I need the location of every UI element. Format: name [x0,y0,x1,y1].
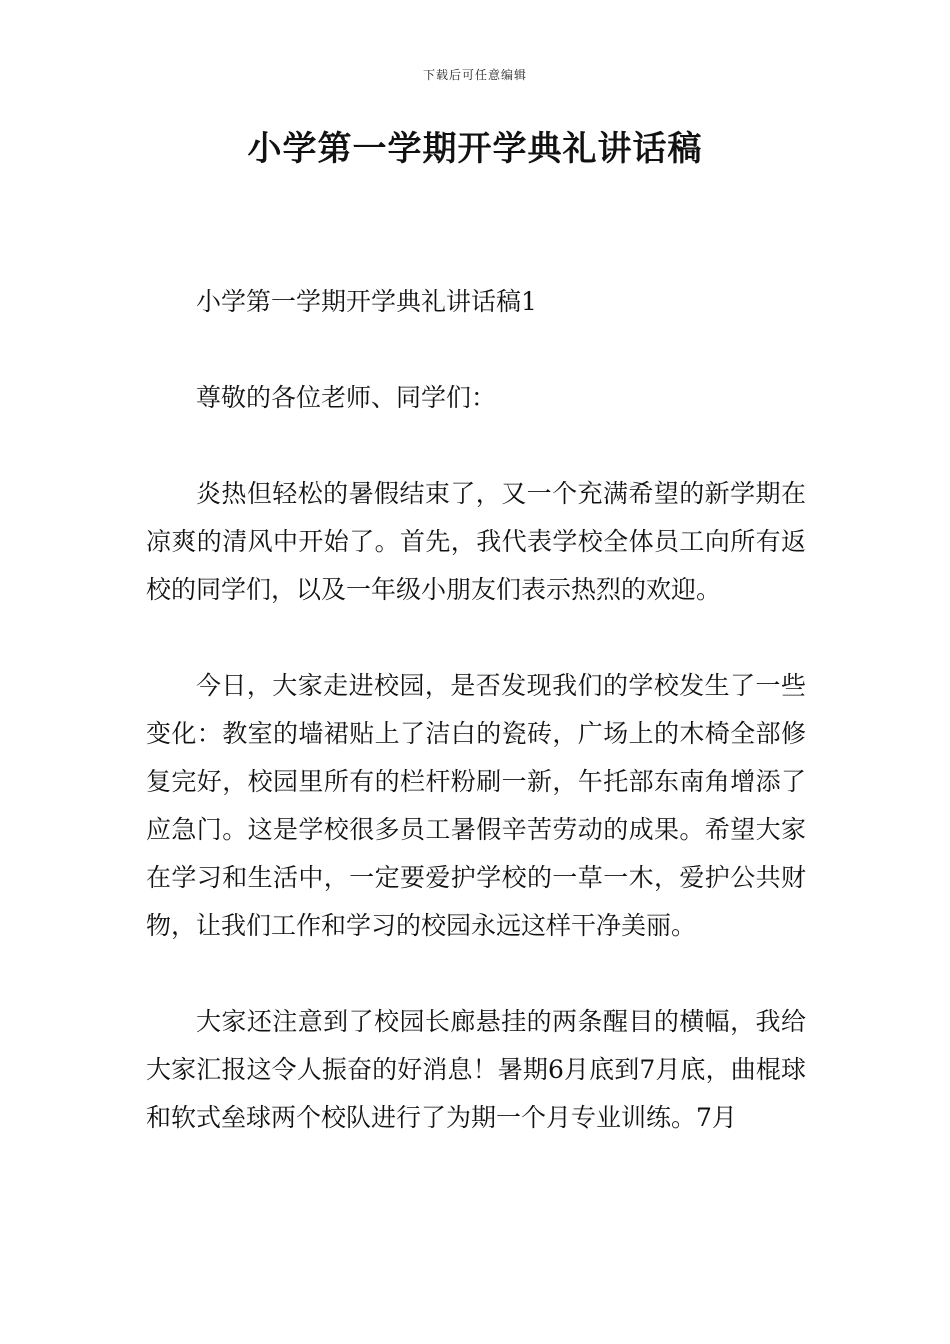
paragraph-welcome: 炎热但轻松的暑假结束了，又一个充满希望的新学期在凉爽的清风中开始了。首先，我代表学校全体员工向所有返校的同学们，以及一年级小朋友们表示热烈的欢迎。 [146,479,806,604]
document-title: 小学第一学期开学典礼讲话稿 [247,129,703,169]
paragraph-campus-changes: 今日，大家走进校园，是否发现我们的学校发生了一些变化：教室的墙裙贴上了洁白的瓷砖，广场上的木椅全部修复完好，校园里所有的栏杆粉刷一新，午托部东南角增添了应急门。这是学校很多员工暑假辛苦劳动的成果。希望大家在学习和生活中，一定要爱护学校的一草一木，爱护公共财物，让我们工作和学习的校园永远这样干净美丽。 [146,671,806,940]
paragraph-salutation: 尊敬的各位老师、同学们： [196,383,497,412]
paragraph-subtitle: 小学第一学期开学典礼讲话稿1 [196,287,537,316]
paragraph-banners: 大家还注意到了校园长廊悬挂的两条醒目的横幅，我给大家汇报这令人振奋的好消息！暑期6月底到7月底，曲棍球和软式垒球两个校队进行了为期一个月专业训练。7月 [146,1007,806,1132]
document-body [146,278,806,1142]
header-note: 下载后可任意编辑 [422,68,527,82]
